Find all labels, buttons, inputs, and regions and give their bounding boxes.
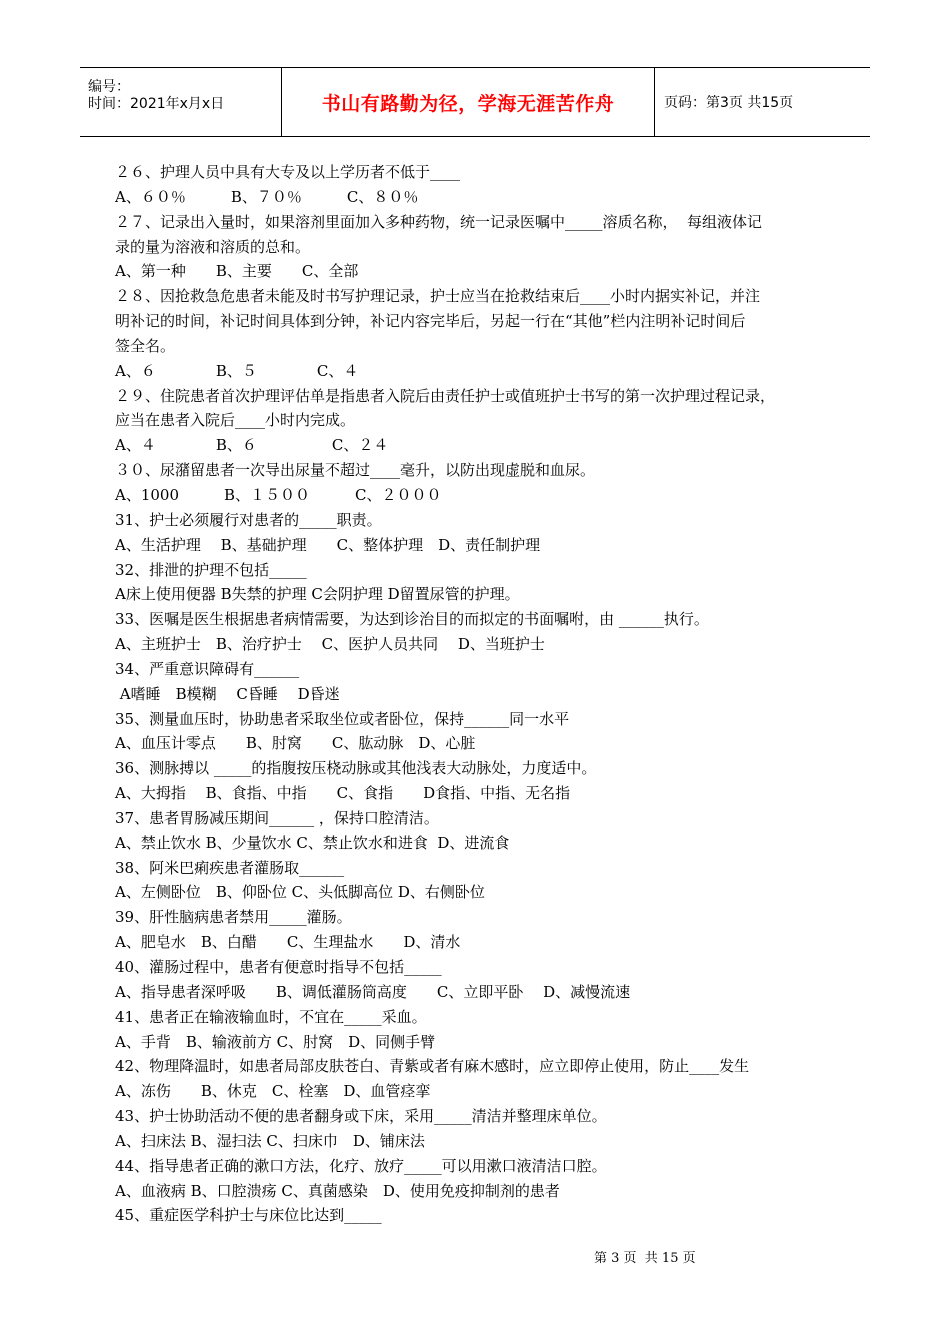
text-line: 36、测脉搏以 _____的指腹按压桡动脉或其他浅表大动脉处，力度适中。 — [115, 759, 597, 778]
text-line: A、６ B、５ C、４ — [115, 361, 359, 380]
text-line: 应当在患者入院后____小时内完成。 — [115, 411, 356, 430]
text-line: 40、灌肠过程中，患者有便意时指导不包括_____ — [115, 958, 442, 976]
text-line: 32、排泄的护理不包括_____ — [115, 560, 307, 579]
text-line: A、手背 B、输液前方 C、肘窝 D、同侧手臂 — [115, 1032, 436, 1051]
document-number-label: 编号： — [88, 79, 130, 95]
text-line: 45、重症医学科护士与床位比达到_____ — [115, 1206, 382, 1225]
text-line: 43、护士协助活动不便的患者翻身或下床，采用_____清洁并整理床单位。 — [115, 1107, 607, 1126]
header-motto — [282, 68, 655, 136]
text-line: A嗜睡 B模糊 C昏睡 D昏迷 — [115, 684, 340, 703]
text-line: A、肥皂水 B、白醋 C、生理盐水 D、清水 — [115, 933, 461, 952]
text-line: A床上使用便器 B失禁的护理 C会阴护理 D留置尿管的护理。 — [115, 585, 520, 604]
text-line: 35、测量血压时，协助患者采取坐位或者卧位，保持______同一水平 — [115, 709, 570, 728]
text-line: A、血液病 B、口腔溃疡 C、真菌感染 D、使用免疫抑制剂的患者 — [115, 1181, 560, 1200]
text-line: ２７、记录出入量时，如果溶剂里面加入多种药物，统一记录医嘱中_____溶质名称， 每组液体记 — [115, 212, 763, 231]
document-header — [80, 67, 870, 137]
text-line: A、血压计零点 B、肘窝 C、肱动脉 D、心脏 — [115, 734, 476, 753]
text-line: 37、患者胃肠减压期间______ ，保持口腔清洁。 — [115, 808, 439, 827]
text-line: 41、患者正在输液输血时，不宜在_____采血。 — [115, 1007, 427, 1026]
text-line: A、冻伤 B、休克 C、栓塞 D、血管痉挛 — [115, 1082, 431, 1101]
text-line: A、４ B、６ C、２４ — [115, 436, 389, 455]
text-line: 录的量为溶液和溶质的总和。 — [115, 237, 311, 256]
text-line: ２６、护理人员中具有大专及以上学历者不低于____ — [115, 163, 461, 181]
text-line: A、主班护士 B、治疗护士 C、医护人员共同 D、当班护士 — [115, 635, 545, 654]
page-footer: 第 3 页 共 15 页 — [594, 1251, 696, 1266]
text-line: 38、阿米巴痢疾患者灌肠取______ — [115, 858, 345, 877]
text-line: 签全名。 — [115, 336, 176, 355]
text-line: ２８、因抢救急危患者未能及时书写护理记录，护士应当在抢救结束后____小时内据实补记，并注 — [115, 287, 761, 306]
text-line: A、６０％ B、７０％ C、８０％ — [115, 187, 419, 206]
motto-text: 书山有路勤为径，学海无涯苦作舟 — [321, 92, 615, 115]
text-line: A、左侧卧位 B、仰卧位 C、头低脚高位 D、右侧卧位 — [115, 883, 485, 902]
header-meta — [80, 68, 282, 136]
text-line: A、大拇指 B、食指、中指 C、食指 D食指、中指、无名指 — [115, 784, 571, 803]
text-line: 明补记的时间，补记时间具体到分钟，补记内容完毕后，另起一行在“其他”栏内注明补记时间后 — [115, 312, 746, 331]
text-line: 34、严重意识障碍有______ — [115, 659, 300, 678]
text-line: ２９、住院患者首次护理评估单是指患者入院后由责任护士或值班护士书写的第一次护理过程记录， — [115, 386, 776, 405]
text-line: A、扫床法 B、湿扫法 C、扫床巾 D、铺床法 — [115, 1131, 425, 1150]
text-line: A、禁止饮水 B、少量饮水 C、禁止饮水和进食 D、进流食 — [115, 833, 510, 852]
text-line: A、生活护理 B、基础护理 C、整体护理 D、责任制护理 — [115, 535, 541, 554]
document-date: 时间：2021年x月x日 — [88, 96, 225, 112]
header-page-info: 页码：第3页 共15页 — [664, 95, 794, 111]
text-line: 44、指导患者正确的漱口方法，化疗、放疗_____可以用漱口液清洁口腔。 — [115, 1156, 607, 1175]
text-line: 31、护士必须履行对患者的_____职责。 — [115, 510, 382, 529]
text-line: A、第一种 B、主要 C、全部 — [115, 262, 359, 281]
text-line: ３０、尿潴留患者一次导出尿量不超过____毫升，以防出现虚脱和血尿。 — [115, 461, 596, 480]
text-line: 33、医嘱是医生根据患者病情需要，为达到诊治目的而拟定的书面嘱咐，由 ______执行。 — [115, 610, 709, 629]
text-line: 42、物理降温时，如患者局部皮肤苍白、青紫或者有麻木感时，应立即停止使用，防止____发生 — [115, 1057, 750, 1076]
text-line: A、1000 B、１５００ C、２０００ — [115, 485, 442, 504]
text-line: A、指导患者深呼吸 B、调低灌肠筒高度 C、立即平卧 D、减慢流速 — [115, 982, 631, 1001]
text-line: 39、肝性脑病患者禁用_____灌肠。 — [115, 908, 352, 927]
question-list — [115, 160, 845, 1228]
